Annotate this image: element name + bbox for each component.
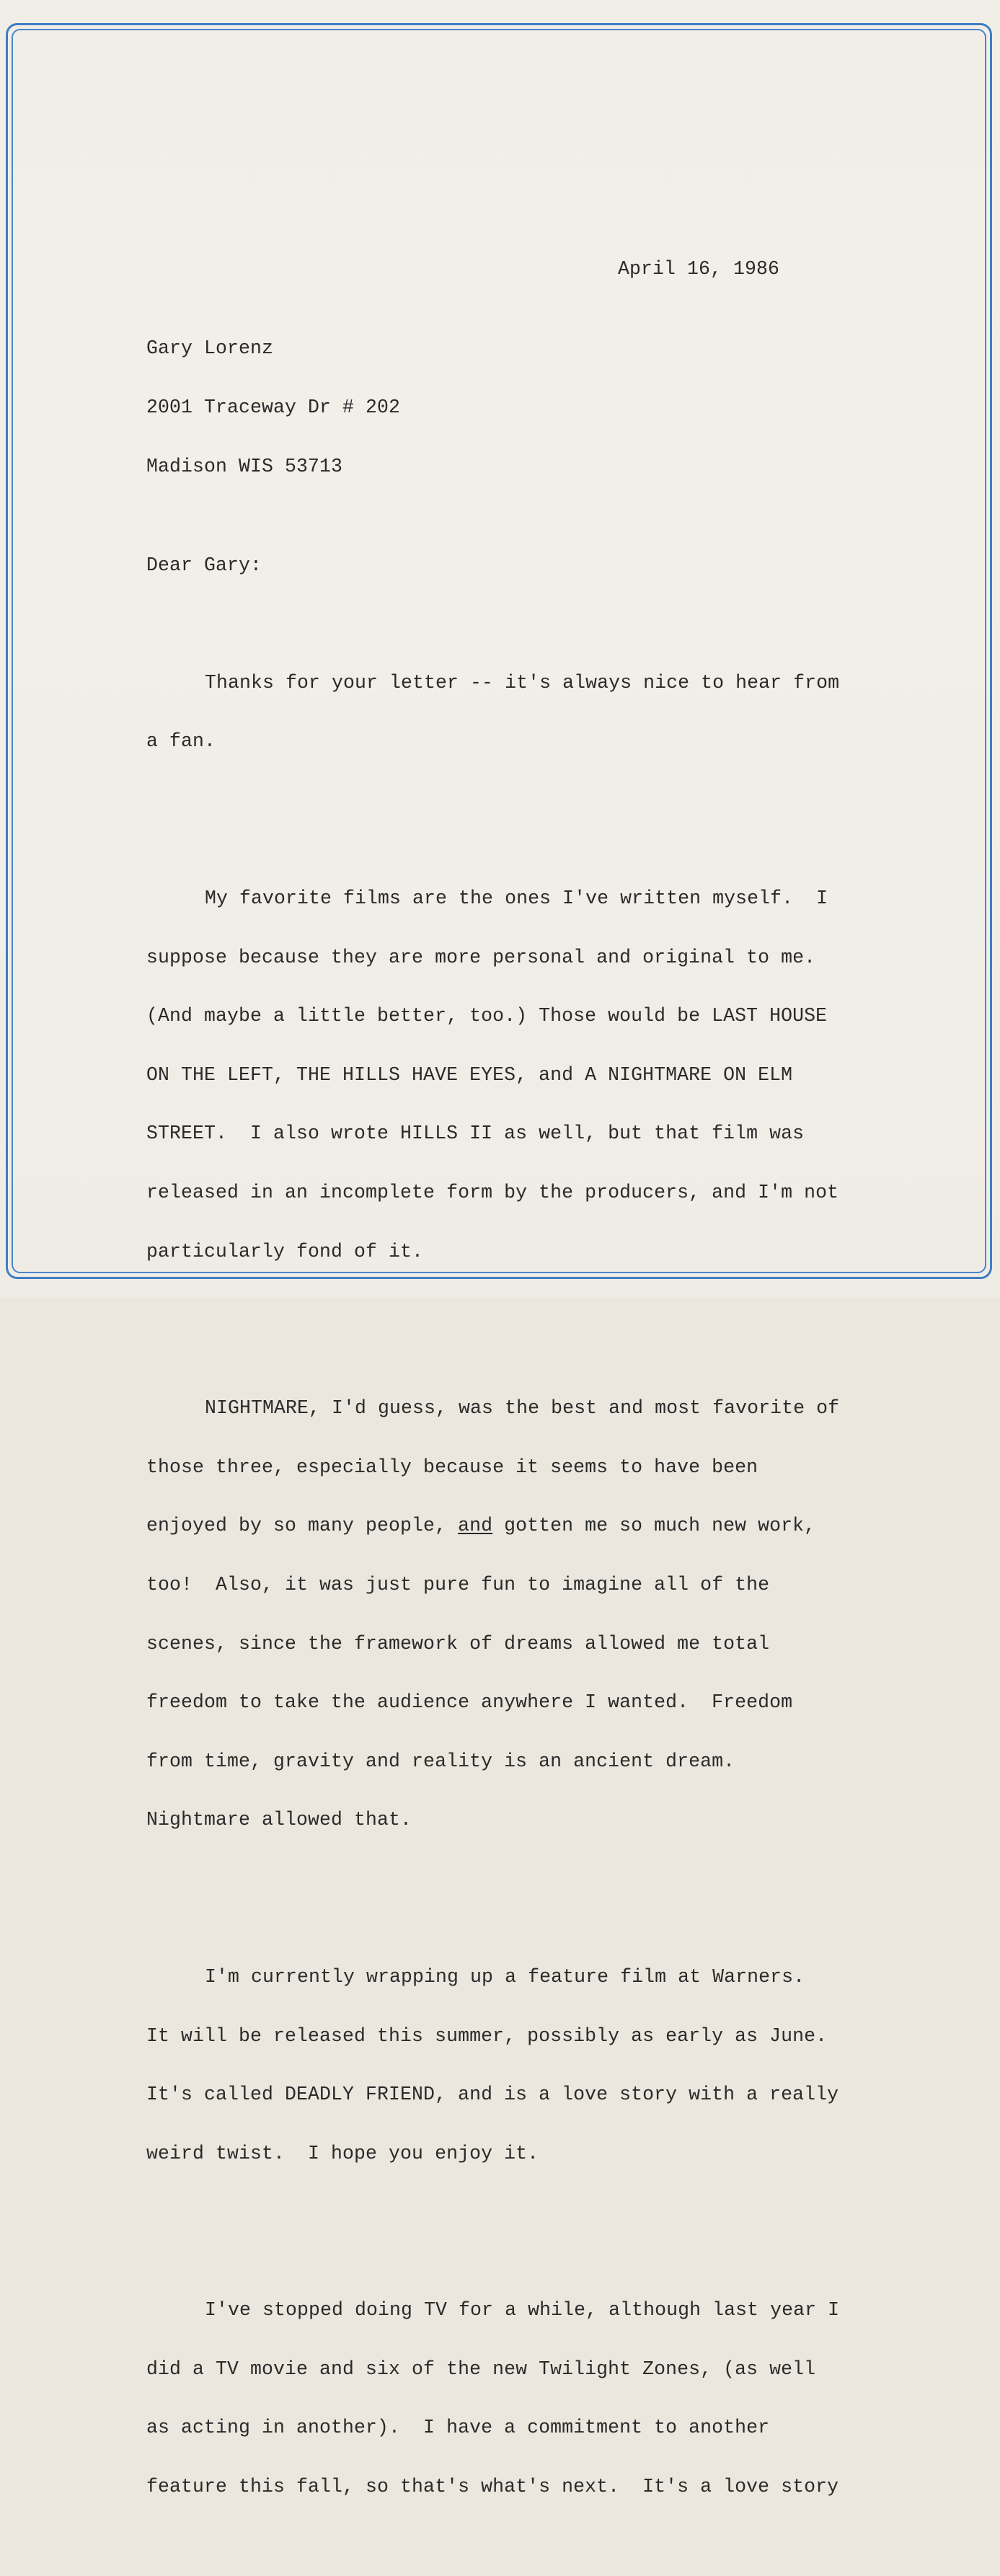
letter-body xyxy=(146,595,839,2575)
text-line: those three, especially because it seems to have been xyxy=(146,1456,758,1478)
text-line: Thanks for your letter -- it's always nice to hear from xyxy=(205,671,840,694)
text-line: My favorite films are the ones I've written myself. I xyxy=(205,888,828,909)
text-line: I've stopped doing TV for a while, although last year I xyxy=(205,2299,840,2322)
text-segment: gotten me so much new work, xyxy=(492,1515,816,1537)
text-line: particularly fond of it. xyxy=(146,1240,424,1262)
text-line: freedom to take the audience anywhere I wanted. Freedom xyxy=(146,1691,793,1714)
text-line: too! Also, it was just pure fun to imagine all of the xyxy=(146,1573,770,1595)
text-line: ON THE LEFT, THE HILLS HAVE EYES, and A NIGHTMARE ON ELM xyxy=(146,1063,793,1086)
paragraph-2 xyxy=(146,850,839,1301)
text-line: It will be released this summer, possibly as early as June. xyxy=(146,2024,828,2047)
text-line: as acting in another). I have a commitment to another xyxy=(146,2417,770,2439)
text-line: feature this fall, so that's what's next. It's a love story xyxy=(146,2476,839,2498)
paragraph-4 xyxy=(146,1929,839,2203)
text-line: It's called DEADLY FRIEND, and is a love story with a really xyxy=(146,2084,839,2106)
text-line: STREET. I also wrote HILLS II as well, but that film was xyxy=(146,1123,805,1145)
text-line: weird twist. I hope you enjoy it. xyxy=(146,2142,539,2164)
paragraph-3 xyxy=(146,1360,839,1869)
text-line: a fan. xyxy=(146,730,216,753)
underlined-word: and xyxy=(458,1515,493,1537)
text-line: suppose because they are more personal and original to me. xyxy=(146,946,816,968)
recipient-street: 2001 Traceway Dr # 202 xyxy=(146,397,401,418)
text-line-with-underline xyxy=(146,1516,839,1536)
text-segment: enjoyed by so many people, xyxy=(146,1515,459,1537)
recipient-city: Madison WIS 53713 xyxy=(146,455,343,477)
text-line: scenes, since the framework of dreams allowed me total xyxy=(146,1632,770,1655)
letter-date: April 16, 1986 xyxy=(618,258,780,280)
text-line: NIGHTMARE, I'd guess, was the best and most favorite of xyxy=(205,1397,840,1420)
text-line: did a TV movie and six of the new Twilight Zones, (as well xyxy=(146,2358,816,2380)
recipient-name: Gary Lorenz xyxy=(146,337,274,360)
paragraph-5 xyxy=(146,2262,839,2536)
recipient-address xyxy=(146,300,400,515)
text-line: from time, gravity and reality is an ancient dream. xyxy=(146,1750,735,1772)
text-line: (And maybe a little better, too.) Those would be LAST HOUSE xyxy=(146,1005,828,1027)
paragraph-1 xyxy=(146,634,839,791)
text-line: I'm currently wrapping up a feature film at Warners. xyxy=(205,1965,805,1988)
salutation: Dear Gary: xyxy=(146,554,262,576)
text-line: Nightmare allowed that. xyxy=(146,1809,412,1831)
text-line: released in an incomplete form by the producers, and I'm not xyxy=(146,1181,839,1203)
